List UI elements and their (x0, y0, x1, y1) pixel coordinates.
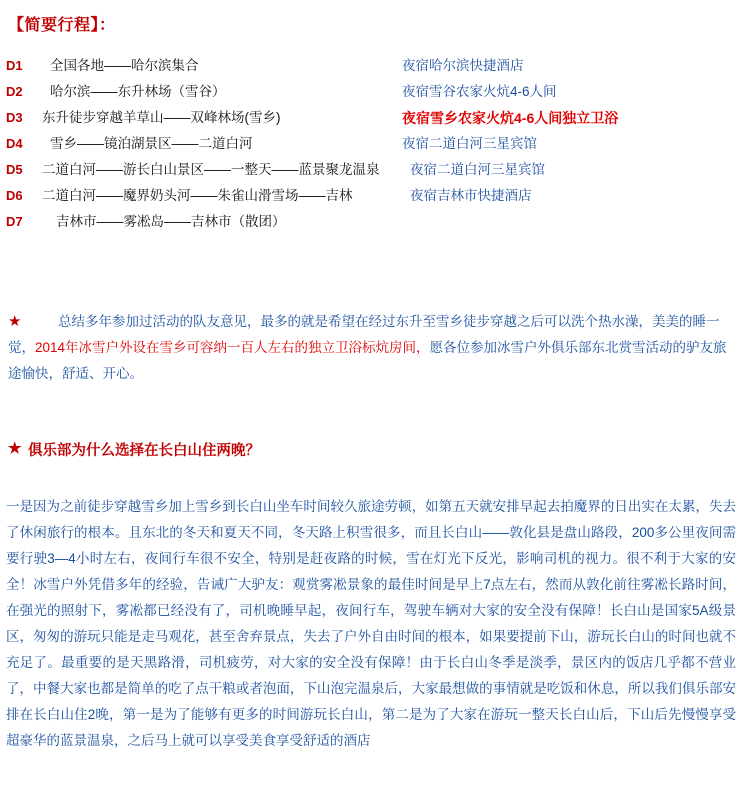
route-text: 二道白河——游长白山景区——一整天——蓝景聚龙温泉 (42, 162, 380, 177)
hotel-text (402, 183, 742, 209)
star-icon: ★ (8, 440, 22, 457)
itinerary-table (0, 53, 742, 235)
table-row (0, 157, 742, 183)
day-label: D7 (6, 214, 23, 229)
hotel-text: 夜宿二道白河三星宾馆 (402, 136, 537, 151)
hotel-value: 夜宿二道白河三星宾馆 (410, 162, 545, 177)
day-label: D3 (6, 110, 23, 125)
hotel-text (402, 157, 742, 183)
day-label: D4 (6, 136, 23, 151)
route-text (42, 209, 402, 235)
table-row (0, 53, 742, 79)
route-text: 东升徒步穿越羊草山——双峰林场(雪乡) (42, 110, 281, 125)
hotel-text (402, 209, 742, 235)
route-text (42, 53, 402, 79)
question-heading-text: 俱乐部为什么选择在长白山住两晚？ (28, 443, 260, 459)
table-row (0, 183, 742, 209)
summary-paragraph (8, 314, 727, 381)
route-text (42, 79, 402, 105)
answer-paragraph: 一是因为之前徒步穿越雪乡加上雪乡到长白山坐车时间较久旅途劳顿，如第五天就安排早起去拍魔界的日出实在太累，失去了休闲旅行的根本。且东北的冬天和夏天不同，冬天路上积雪很多，而且长白山——敦化县是盘山路段，200多公里夜间需要行驶3—4小时左右，夜间行车很不安全，特别是赶夜路的时候，雪在灯光下反光，影响司机的视力。很不利于大家的安全！冰雪户外凭借多年的经验，告诫广大驴友：观赏雾凇景象的最佳时间是早上7点左右，然而从敦化前往雾凇长路时间，在强光的照射下，雾凇都已经没有了，司机晚睡早起，夜间行车，驾驶车辆对大家的安全没有保障！长白山是国家5A级景区，匆匆的游玩只能是走马观花，甚至舍弃景点，失去了户外自由时间的根本，如果要提前下山，游玩长白山的时间也就不充足了。最重要的是天黑路滑，司机疲劳，对大家的安全没有保障！由于长白山冬季是淡季，景区内的饭店几乎都不营业了，中餐大家也都是简单的吃了点干粮或者泡面，下山泡完温泉后，大家最想做的事情就是吃饭和休息，所以我们俱乐部安排在长白山住2晚，第一是为了能够有更多的时间游玩长白山，第二是为了大家在游玩一整天长白山后，下山后先慢慢享受超豪华的蓝景温泉，之后马上就可以享受美食享受舒适的酒店 (6, 499, 736, 748)
route-value: 哈尔滨——东升林场（雪谷） (50, 84, 226, 99)
spacer (0, 235, 742, 309)
summary-block (0, 309, 742, 387)
spacer (0, 754, 742, 778)
star-icon: ★ (8, 313, 22, 330)
day-label: D5 (6, 162, 23, 177)
day-label: D6 (6, 188, 23, 203)
summary-text-part2: 愿各位参加冰雪户外俱乐部东北赏雪活动的驴友旅途愉快，舒适、开心。 (8, 340, 727, 381)
route-text: 二道白河——魔界奶头河——朱雀山滑雪场——吉林 (42, 188, 353, 203)
day-label: D2 (6, 84, 23, 99)
route-value: 全国各地——哈尔滨集合 (50, 58, 199, 73)
spacer (0, 387, 742, 439)
day-label: D1 (6, 58, 23, 73)
route-value: 吉林市——雾凇岛——吉林市（散团） (56, 214, 286, 229)
summary-text-highlight: 2014年冰雪户外设在雪乡可容纳一百人左右的独立卫浴标炕房间， (35, 340, 430, 355)
hotel-text: 夜宿雪谷农家火炕4-6人间 (402, 84, 557, 99)
hotel-text: 夜宿哈尔滨快捷酒店 (402, 58, 524, 73)
summary-text-part1: 总结多年参加过活动的队友意见，最多的就是希望在经过东升至雪乡徒步穿越之后可以洗个热水澡，美美的睡一觉， (8, 314, 720, 355)
route-value: 雪乡——镜泊湖景区——二道白河 (50, 136, 253, 151)
table-row (0, 209, 742, 235)
page-title: 【简要行程】： (8, 17, 116, 34)
route-text (42, 131, 402, 157)
table-row (0, 105, 742, 131)
hotel-value: 夜宿吉林市快捷酒店 (410, 188, 532, 203)
table-row (0, 79, 742, 105)
hotel-text-highlight: 夜宿雪乡农家火炕4-6人间独立卫浴 (402, 110, 619, 126)
question-heading (0, 439, 742, 460)
spacer (0, 460, 742, 494)
table-row (0, 131, 742, 157)
